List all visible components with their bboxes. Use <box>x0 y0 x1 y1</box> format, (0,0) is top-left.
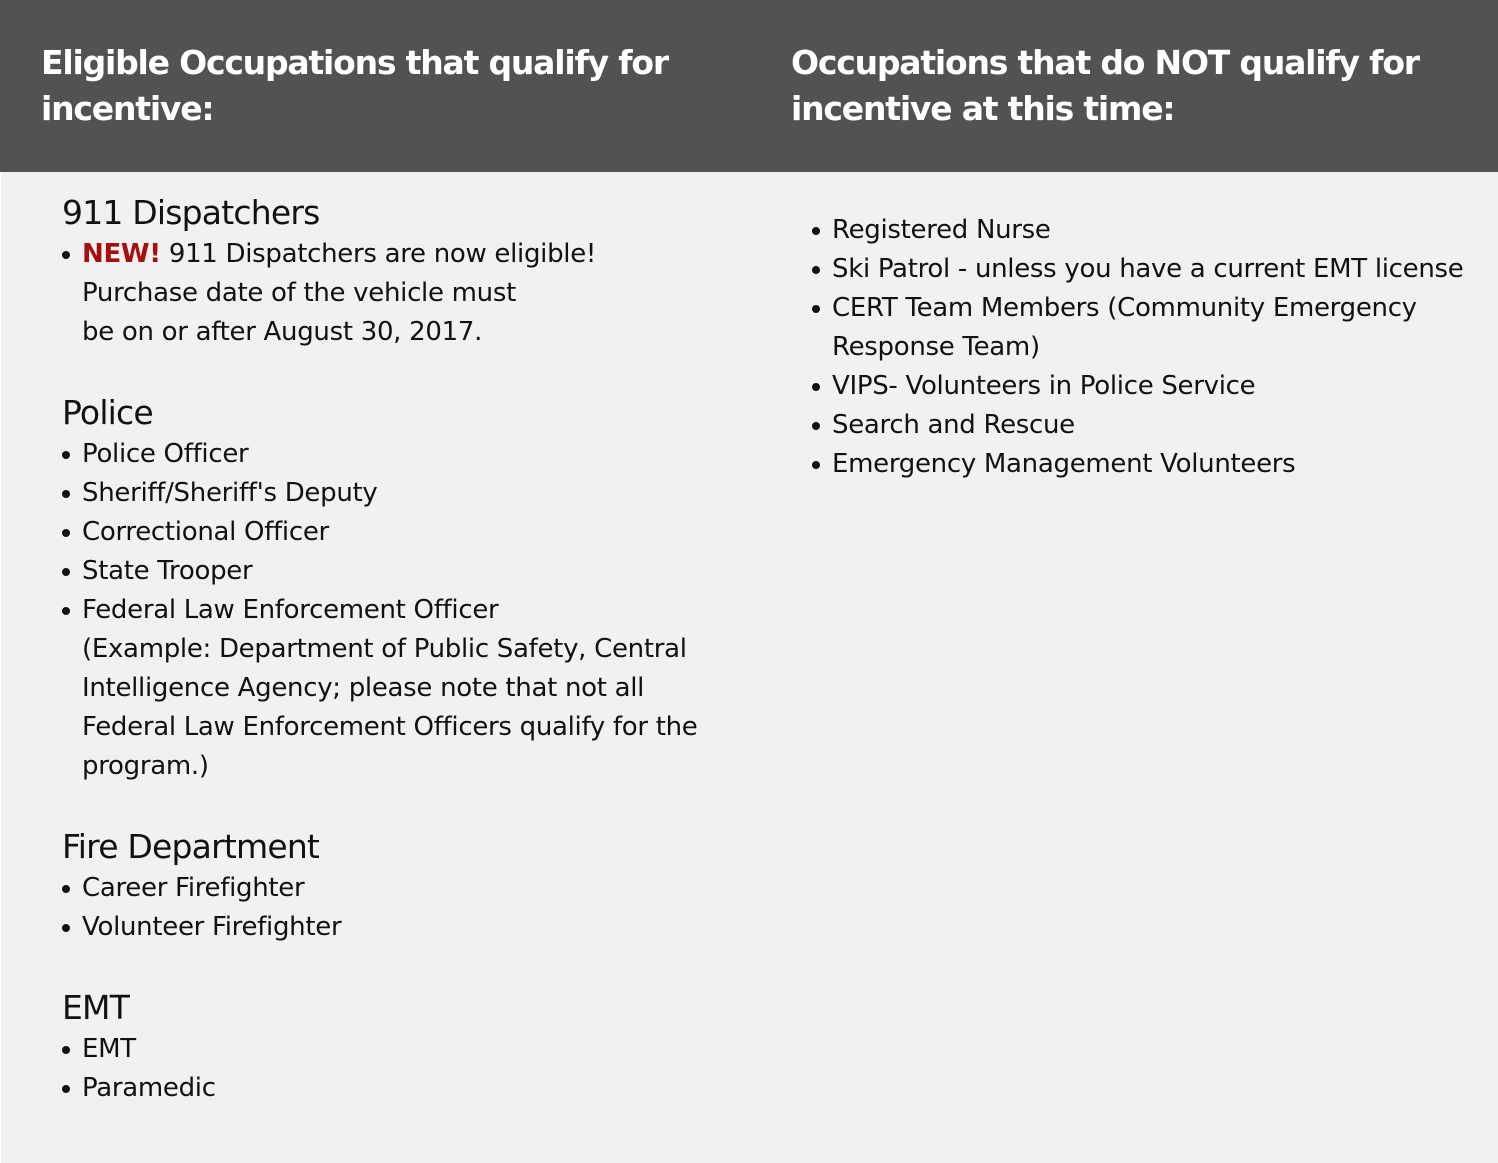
list-item: Career Firefighter <box>62 869 752 908</box>
not-eligible-column-title: Occupations that do NOT qualify for incentive at this time: <box>791 43 1419 128</box>
dispatchers-eligible-text: 911 Dispatchers are now eligible! <box>160 239 597 269</box>
list-item: EMT <box>62 1030 752 1069</box>
dispatchers-line-2: Purchase date of the vehicle must <box>82 278 516 308</box>
list-item: Police Officer <box>62 435 752 474</box>
list-item: CERT Team Members (Community Emergency Response Team) <box>812 289 1482 367</box>
list-item: Correctional Officer <box>62 513 752 552</box>
list-item: Paramedic <box>62 1069 752 1108</box>
federal-note-line: program.) <box>82 751 209 781</box>
list-item: Emergency Management Volunteers <box>812 445 1482 484</box>
police-list <box>62 435 752 786</box>
list-item <box>62 591 752 786</box>
dispatchers-heading: 911 Dispatchers <box>62 193 320 232</box>
list-item: VIPS- Volunteers in Police Service <box>812 367 1482 406</box>
new-badge: NEW! <box>82 239 161 269</box>
emt-heading: EMT <box>62 988 130 1027</box>
dispatchers-line-1 <box>82 235 752 274</box>
dispatchers-line-3: be on or after August 30, 2017. <box>82 317 483 347</box>
fire-department-list <box>62 869 752 947</box>
list-item: Registered Nurse <box>812 211 1482 250</box>
police-heading: Police <box>62 393 153 432</box>
list-item: Ski Patrol - unless you have a current EMT license <box>812 250 1482 289</box>
federal-officer-label: Federal Law Enforcement Officer <box>82 595 499 625</box>
emt-list <box>62 1030 752 1108</box>
list-item: Sheriff/Sheriff's Deputy <box>62 474 752 513</box>
federal-note-line: Federal Law Enforcement Officers qualify for the <box>82 712 698 742</box>
dispatchers-list <box>62 235 752 352</box>
federal-note-line: Intelligence Agency; please note that not all <box>82 673 645 703</box>
federal-note-line: (Example: Department of Public Safety, Central <box>82 634 687 664</box>
list-item: Volunteer Firefighter <box>62 908 752 947</box>
not-eligible-list <box>812 211 1482 484</box>
list-item: State Trooper <box>62 552 752 591</box>
list-item <box>62 235 752 352</box>
table-header <box>0 0 1498 172</box>
eligible-column-title: Eligible Occupations that qualify for incentive: <box>41 43 668 128</box>
list-item: Search and Rescue <box>812 406 1482 445</box>
fire-department-heading: Fire Department <box>62 827 320 866</box>
